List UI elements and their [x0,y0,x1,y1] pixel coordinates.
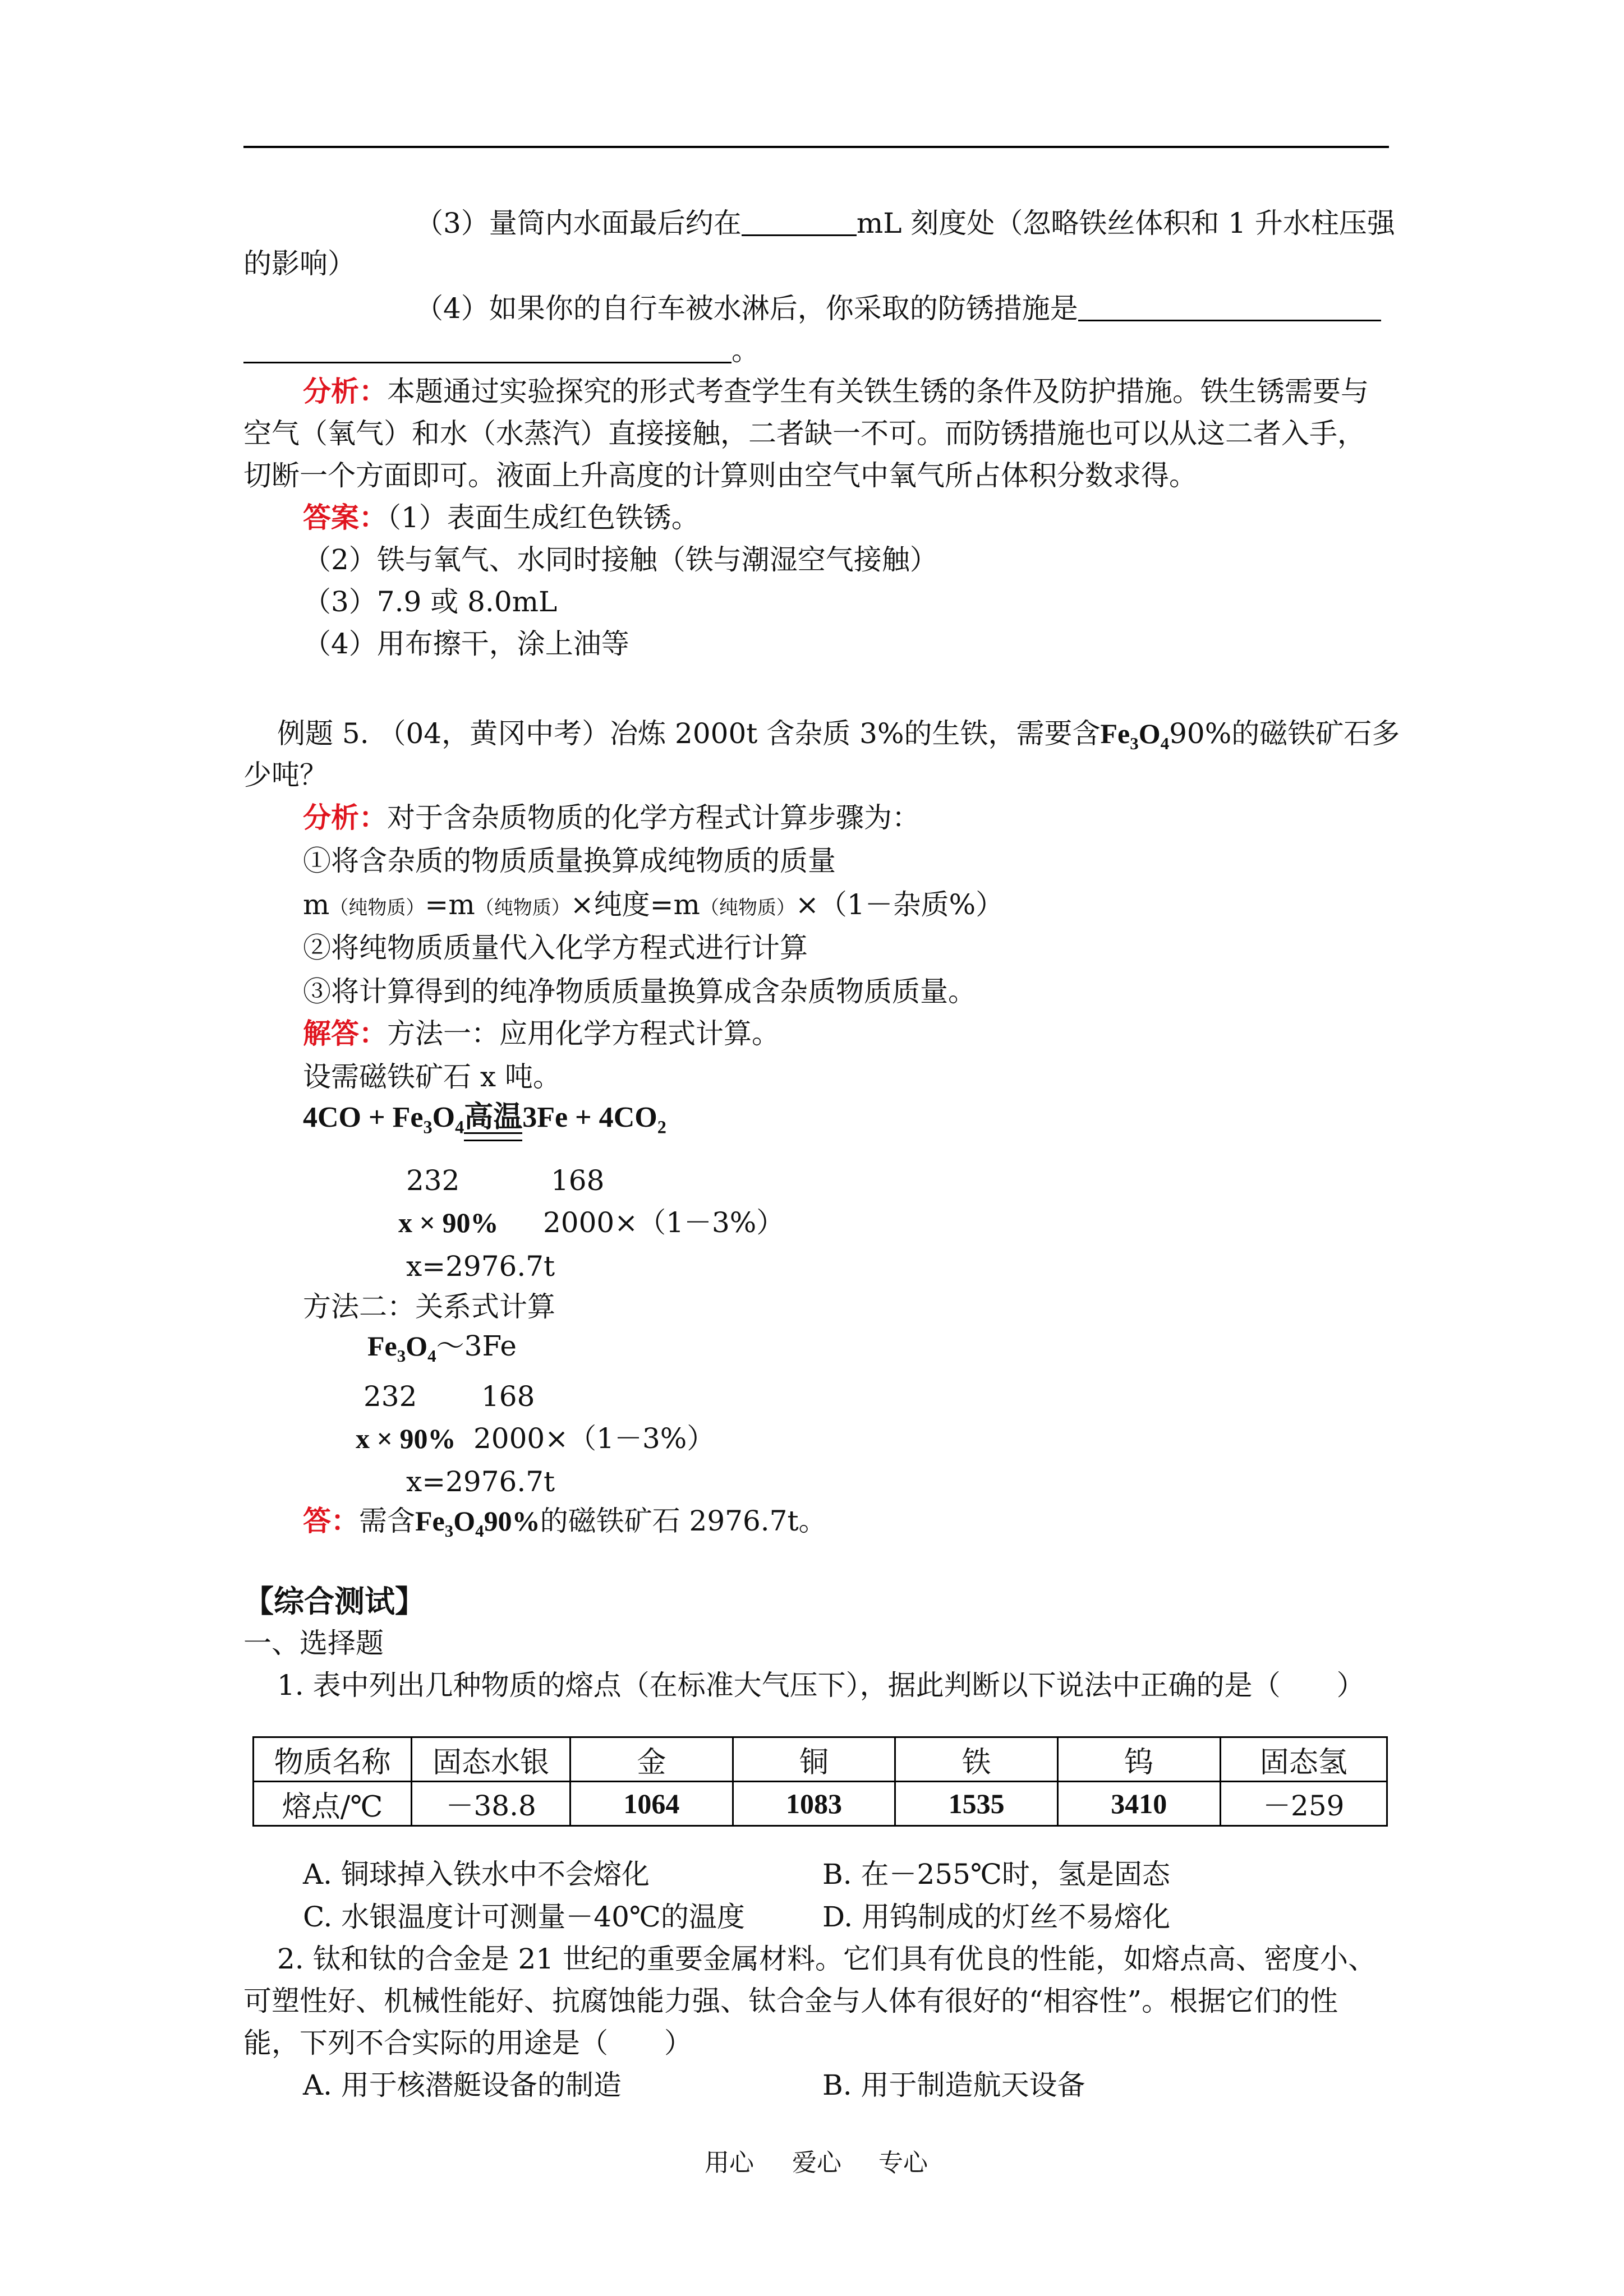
analysis-text: 本题通过实验探究的形式考查学生有关铁生锈的条件及防护措施。铁生锈需要与 [387,375,1369,408]
molar-mass-168: 168 [481,1380,535,1413]
x-times-90: x × 90% [356,1423,456,1454]
table-row-label: 熔点/℃ [254,1782,412,1826]
analysis-label: 分析： [303,801,387,834]
answer-blank [742,210,857,236]
answer-text: （4）用布擦干，涂上油等 [303,628,629,660]
rhs-value: 2000×（1－3%） [543,1206,785,1239]
answer-text: （2）铁与氧气、水同时接触（铁与潮湿空气接触） [303,543,938,576]
option-b: B. 用于制造航天设备 [822,2069,1085,2101]
subsection-title: 一、选择题 [243,1627,384,1659]
molar-mass-232: 232 [406,1164,460,1197]
question-3-continuation: 的影响） [243,247,356,280]
footer-text: 专心 [878,2149,928,2177]
option-c: C. 水银温度计可测量－40℃的温度 [303,1901,745,1933]
solution-line [303,1017,780,1050]
answer-blank [1078,295,1381,321]
table-cell: －259 [1220,1782,1387,1826]
table-header-cell: 固态水银 [412,1737,571,1782]
assumption: 设需磁铁矿石 x 吨。 [303,1061,561,1093]
question-1: 1. 表中列出几种物质的熔点（在标准大气压下），据此判断以下说法中正确的是（ ） [277,1669,1365,1702]
example-text: 少吨？ [243,759,328,791]
solution-label: 解答： [303,1017,387,1050]
analysis-label: 分析： [303,375,387,408]
question-4-text: （4）如果你的自行车被水淋后，你采取的防锈措施是 [415,292,1078,325]
table-cell: 1535 [895,1782,1058,1826]
rhs-value: 2000×（1－3%） [473,1422,715,1455]
table-row [254,1782,1387,1826]
formula-fe3o4: $Fe_3O_4$ [1100,718,1170,753]
relation-formula: $Fe_3O_4\sim 3Fe$ [367,1330,517,1366]
step-1: ①将含杂质的物质质量换算成纯物质的质量 [303,845,836,877]
analysis-paragraph-line [303,375,1369,408]
molar-mass-232: 232 [364,1380,417,1413]
table-row [254,1737,1387,1782]
question-2-text: 可塑性好、机械性能好、抗腐蚀能力强、钛合金与人体有很好的“相容性”。根据它们的性 [243,1985,1338,2017]
answer-text: （3）7.9 或 8.0mL [303,585,558,618]
step-2: ②将纯物质质量代入化学方程式进行计算 [303,932,808,964]
final-answer: 答：需含$Fe_3O_490\%$的磁铁矿石 2976.7t。 [303,1504,827,1541]
analysis-text: 切断一个方面即可。液面上升高度的计算则由空气中氧气所占体积分数求得。 [243,459,1197,492]
example-text: 90%的磁铁矿石多 [1169,717,1400,750]
table-header-cell: 固态氢 [1220,1737,1387,1782]
analysis-line [303,801,920,835]
question-3-suffix: mL 刻度处（忽略铁丝体积和 1 升水柱压强 [856,207,1395,239]
option-a: A. 铜球掉入铁水中不会熔化 [303,1858,650,1891]
option-b: B. 在－255℃时，氢是固态 [822,1858,1170,1891]
melting-point-table [252,1736,1388,1827]
table-header-cell: 金 [571,1737,733,1782]
question-3-text: （3）量筒内水面最后约在 [415,207,742,239]
table-cell: 1064 [571,1782,733,1826]
analysis-text: 空气（氧气）和水（水蒸汽）直接接触，二者缺一不可。而防锈措施也可以从这二者入手， [243,417,1365,450]
option-a: A. 用于核潜艇设备的制造 [303,2069,622,2101]
example-5 [277,717,1400,760]
footer-text: 爱心 [792,2149,841,2177]
chemical-equation: $4CO + Fe_3O_4$高温$3Fe + 4CO_2$ [303,1101,666,1137]
question-2: 2. 钛和钛的合金是 21 世纪的重要金属材料。它们具有优良的性能，如熔点高、密度小、 [277,1943,1377,1975]
question-2-text: 能，下列不合实际的用途是（ ） [243,2027,692,2059]
footer-text: 用心 [705,2149,754,2177]
molar-mass-168: 168 [551,1164,605,1197]
table-cell: 1083 [733,1782,895,1826]
option-d: D. 用钨制成的灯丝不易熔化 [822,1901,1171,1933]
answer-line [303,501,700,534]
question-4-continuation [243,334,760,367]
reaction-condition: 高温 [464,1101,523,1133]
final-answer-label: 答： [303,1504,359,1537]
table-cell: －38.8 [412,1782,571,1826]
table-header-cell: 铁 [895,1737,1058,1782]
table-header-cell: 物质名称 [254,1737,412,1782]
question-4 [415,292,1381,325]
mass-formula: m（纯物质）=m（纯物质）×纯度=m（纯物质）×（1－杂质%） [303,888,1004,921]
step-3: ③将计算得到的纯净物质质量换算成含杂质物质质量。 [303,975,976,1008]
solution-text: 方法一：应用化学方程式计算。 [387,1017,780,1050]
result: x=2976.7t [406,1250,555,1283]
answer-label: 答案： [303,501,387,534]
example-text: 例题 5. （04，黄冈中考）冶炼 2000t 含杂质 3%的生铁，需要含 [277,717,1101,750]
answer-text: （1）表面生成红色铁锈。 [387,501,700,534]
table-header-cell: 钨 [1057,1737,1220,1782]
method-2: 方法二：关系式计算 [303,1290,555,1323]
section-title: 【综合测试】 [243,1583,425,1619]
period: 。 [732,334,760,367]
header-rule [243,146,1389,148]
table-cell: 3410 [1057,1782,1220,1826]
table-header-cell: 铜 [733,1737,895,1782]
answer-blank [243,337,732,363]
question-3 [415,206,1395,240]
x-times-90: x × 90% [398,1207,499,1238]
result: x=2976.7t [406,1465,555,1498]
analysis-text: 对于含杂质物质的化学方程式计算步骤为： [387,801,920,834]
